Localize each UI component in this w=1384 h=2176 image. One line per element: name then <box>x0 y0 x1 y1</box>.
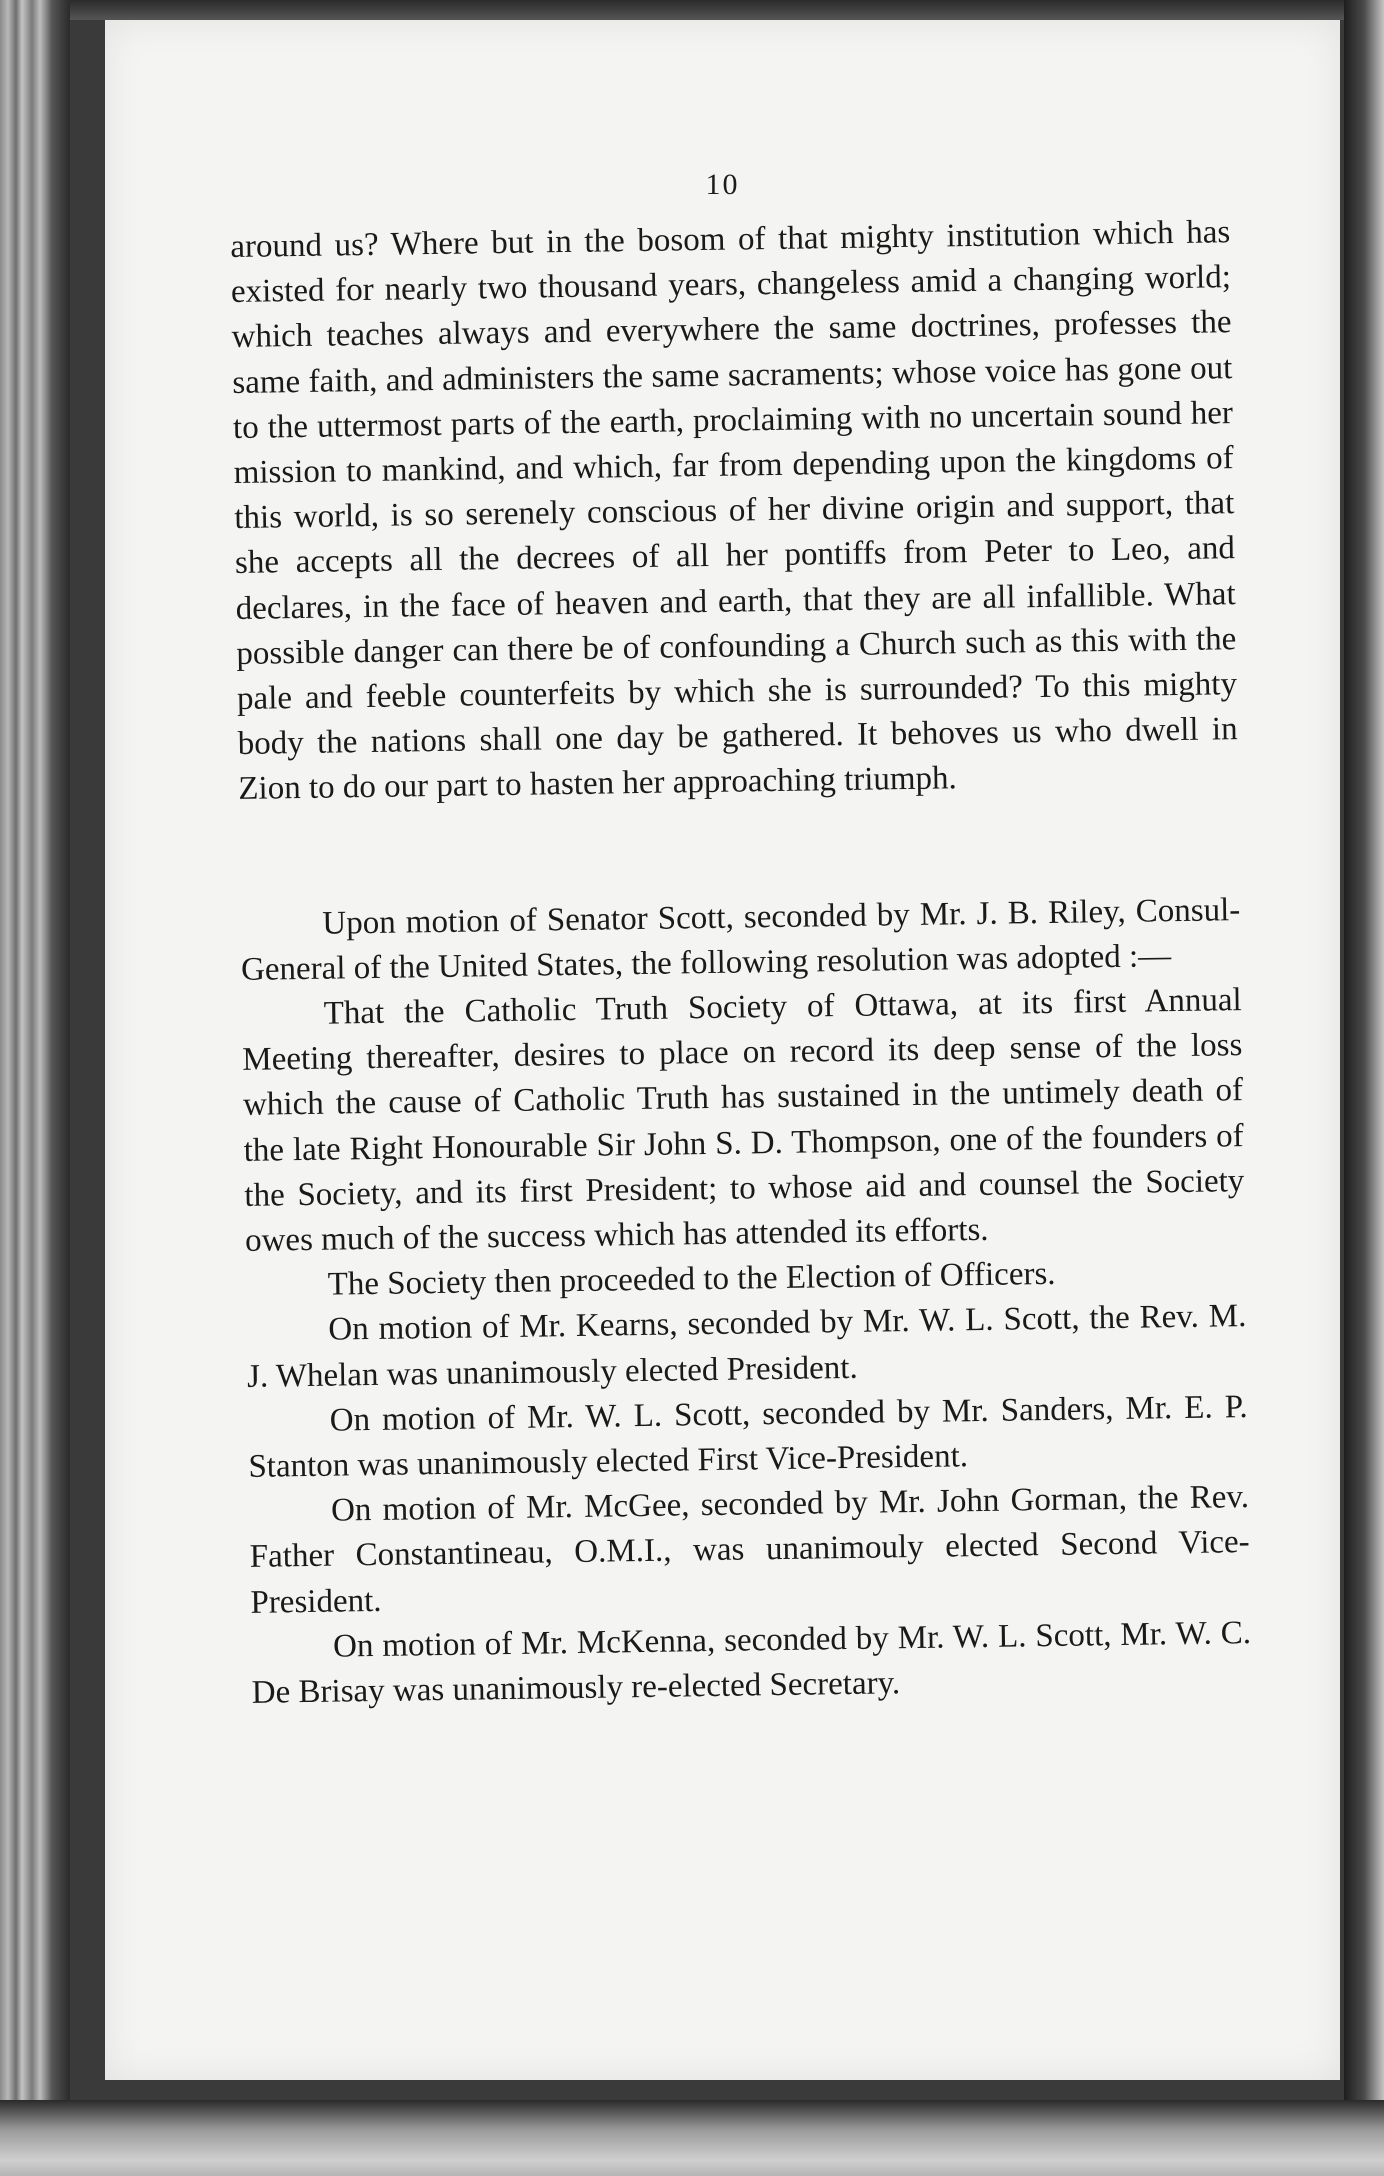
secretary-paragraph: On motion of Mr. McKenna, seconded by Mr. W. L. Scott, Mr. W. C. De Brisay was unanimously re-elected Secretary. <box>251 1614 1252 1711</box>
second-vice-president-paragraph: On motion of Mr. McGee, seconded by Mr. John Gorman, the Rev. Father Constantineau, O.M.I., was unanimouly elected Second Vice-President. <box>249 1479 1250 1621</box>
book-bottom-edge <box>0 2100 1384 2176</box>
president-paragraph: On motion of Mr. Kearns, seconded by Mr. W. L. Scott, the Rev. M. J. Whelan was unanimously elected President. <box>246 1298 1247 1395</box>
resolution-paragraph: That the Catholic Truth Society of Ottawa, at its first Annual Meeting thereafter, desires to place on record its deep sense of the loss which the cause of Catholic Truth has sustained in the untimely death of the late Right Honourable Sir John S. D. Thompson, one of the founders of the Society, and its first President; to whose aid and counsel the Society owes much of the success which has attended its efforts. <box>242 982 1245 1259</box>
page-number: 10 <box>705 168 740 201</box>
page-text <box>230 210 1252 1716</box>
book-spine-edge <box>0 0 70 2176</box>
closing-paragraph: around us? Where but in the bosom of that mighty institution which has existed for nearly two thousand years, changeless amid a changing world; which teaches always and everywhere the same doctrines, professes the same faith, and administers the same sacraments; whose voice has gone out to the uttermost parts of the earth, proclaiming with no uncertain sound her mission to mankind, and which, far from depending upon the kingdoms of this world, is so serenely conscious of her divine origin and support, that she accepts all the decrees of all her pontiffs from Peter to Leo, and declares, in the face of heaven and earth, that they are all infallible. What possible danger can there be of confounding a Church such as this with the pale and feeble counterfeits by which she is surrounded? To this mighty body the nations shall one day be gathered. It behoves us who dwell in Zion to do our part to hasten her approaching triumph. <box>230 214 1238 808</box>
motion-paragraph: Upon motion of Senator Scott, seconded by Mr. J. B. Riley, Consul-General of the United States, the following resolution was adopted :— <box>240 891 1241 988</box>
scanned-page <box>105 20 1340 2080</box>
book-right-edge <box>1344 0 1384 2176</box>
section-gap <box>239 798 1240 903</box>
first-vice-president-paragraph: On motion of Mr. W. L. Scott, seconded by Mr. Sanders, Mr. E. P. Stanton was unanimously elected First Vice-President. <box>248 1388 1248 1485</box>
election-paragraph: The Society then proceeded to the Election of Officers. <box>327 1256 1056 1303</box>
book-top-edge <box>70 0 1384 20</box>
